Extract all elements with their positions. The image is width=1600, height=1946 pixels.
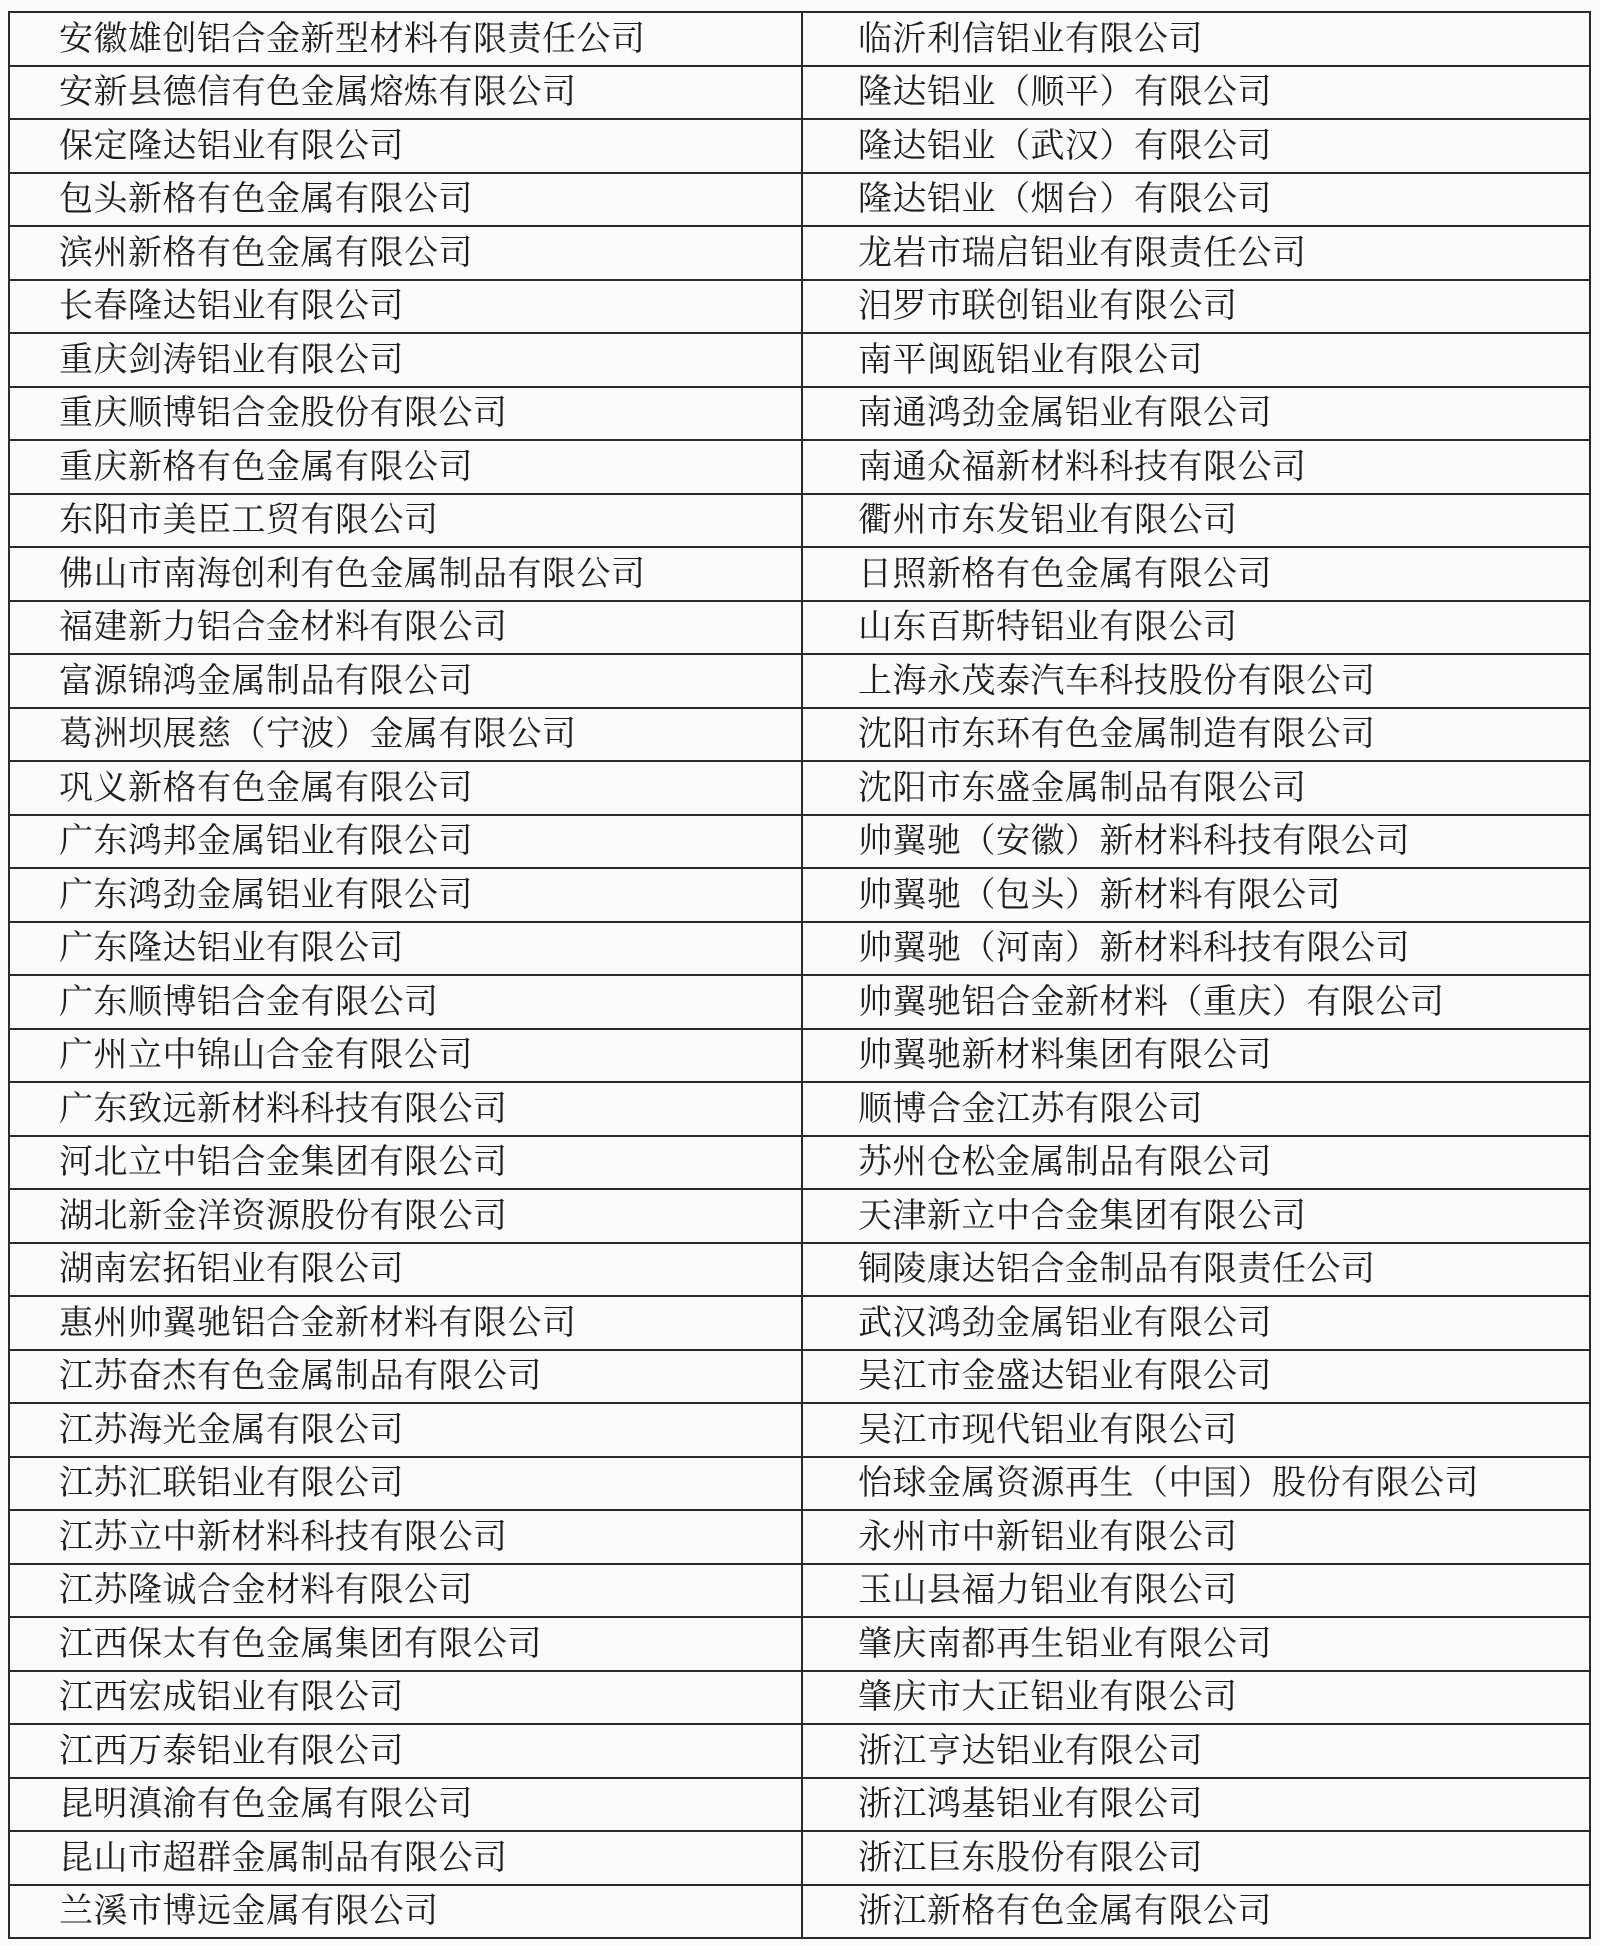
table-row bbox=[9, 1564, 1590, 1618]
company-name-right: 永州市中新铝业有限公司 bbox=[802, 1510, 1590, 1564]
table-body bbox=[9, 12, 1590, 1938]
table-row bbox=[9, 1189, 1590, 1243]
table-row bbox=[9, 922, 1590, 976]
table-row bbox=[9, 1029, 1590, 1083]
company-name-right: 南通众福新材料科技有限公司 bbox=[802, 440, 1590, 494]
company-name-left: 江西保太有色金属集团有限公司 bbox=[9, 1617, 802, 1671]
company-name-right: 帅翼驰（包头）新材料有限公司 bbox=[802, 868, 1590, 922]
company-name-left: 重庆新格有色金属有限公司 bbox=[9, 440, 802, 494]
table-row bbox=[9, 708, 1590, 762]
company-name-left: 广东致远新材料科技有限公司 bbox=[9, 1082, 802, 1136]
company-name-left: 重庆剑涛铝业有限公司 bbox=[9, 333, 802, 387]
table-row bbox=[9, 173, 1590, 227]
company-name-right: 临沂利信铝业有限公司 bbox=[802, 12, 1590, 66]
company-name-left: 兰溪市博远金属有限公司 bbox=[9, 1885, 802, 1939]
table-row bbox=[9, 280, 1590, 334]
company-name-right: 汨罗市联创铝业有限公司 bbox=[802, 280, 1590, 334]
table-row bbox=[9, 1350, 1590, 1404]
table-row bbox=[9, 333, 1590, 387]
table-row bbox=[9, 1296, 1590, 1350]
company-name-right: 浙江鸿基铝业有限公司 bbox=[802, 1778, 1590, 1832]
company-name-right: 帅翼驰（安徽）新材料科技有限公司 bbox=[802, 815, 1590, 869]
company-name-left: 江苏立中新材料科技有限公司 bbox=[9, 1510, 802, 1564]
table-row bbox=[9, 815, 1590, 869]
company-name-left: 惠州帅翼驰铝合金新材料有限公司 bbox=[9, 1296, 802, 1350]
table-row bbox=[9, 547, 1590, 601]
company-name-right: 上海永茂泰汽车科技股份有限公司 bbox=[802, 654, 1590, 708]
company-name-left: 富源锦鸿金属制品有限公司 bbox=[9, 654, 802, 708]
company-name-right: 浙江新格有色金属有限公司 bbox=[802, 1885, 1590, 1939]
company-name-right: 南通鸿劲金属铝业有限公司 bbox=[802, 387, 1590, 441]
company-name-left: 昆明滇渝有色金属有限公司 bbox=[9, 1778, 802, 1832]
company-name-left: 广东顺博铝合金有限公司 bbox=[9, 975, 802, 1029]
company-name-left: 江西万泰铝业有限公司 bbox=[9, 1724, 802, 1778]
company-list-table bbox=[8, 11, 1591, 1939]
company-name-left: 江苏汇联铝业有限公司 bbox=[9, 1457, 802, 1511]
company-name-right: 帅翼驰铝合金新材料（重庆）有限公司 bbox=[802, 975, 1590, 1029]
company-name-left: 安徽雄创铝合金新型材料有限责任公司 bbox=[9, 12, 802, 66]
company-name-right: 沈阳市东盛金属制品有限公司 bbox=[802, 761, 1590, 815]
table-row bbox=[9, 1510, 1590, 1564]
company-name-right: 隆达铝业（武汉）有限公司 bbox=[802, 119, 1590, 173]
company-name-right: 怡球金属资源再生（中国）股份有限公司 bbox=[802, 1457, 1590, 1511]
company-name-left: 福建新力铝合金材料有限公司 bbox=[9, 601, 802, 655]
company-name-left: 江苏奋杰有色金属制品有限公司 bbox=[9, 1350, 802, 1404]
company-name-left: 昆山市超群金属制品有限公司 bbox=[9, 1831, 802, 1885]
company-name-right: 肇庆市大正铝业有限公司 bbox=[802, 1671, 1590, 1725]
company-name-right: 山东百斯特铝业有限公司 bbox=[802, 601, 1590, 655]
company-name-left: 佛山市南海创利有色金属制品有限公司 bbox=[9, 547, 802, 601]
table-row bbox=[9, 1885, 1590, 1939]
company-name-left: 湖北新金洋资源股份有限公司 bbox=[9, 1189, 802, 1243]
company-name-left: 包头新格有色金属有限公司 bbox=[9, 173, 802, 227]
company-name-right: 帅翼驰（河南）新材料科技有限公司 bbox=[802, 922, 1590, 976]
company-name-right: 吴江市金盛达铝业有限公司 bbox=[802, 1350, 1590, 1404]
company-name-right: 浙江亨达铝业有限公司 bbox=[802, 1724, 1590, 1778]
company-name-right: 浙江巨东股份有限公司 bbox=[802, 1831, 1590, 1885]
company-name-left: 保定隆达铝业有限公司 bbox=[9, 119, 802, 173]
table-row bbox=[9, 601, 1590, 655]
company-name-right: 衢州市东发铝业有限公司 bbox=[802, 494, 1590, 548]
company-name-left: 东阳市美臣工贸有限公司 bbox=[9, 494, 802, 548]
company-name-left: 湖南宏拓铝业有限公司 bbox=[9, 1243, 802, 1297]
table-row bbox=[9, 1457, 1590, 1511]
table-row bbox=[9, 226, 1590, 280]
company-name-left: 重庆顺博铝合金股份有限公司 bbox=[9, 387, 802, 441]
company-name-left: 葛洲坝展慈（宁波）金属有限公司 bbox=[9, 708, 802, 762]
table-row bbox=[9, 494, 1590, 548]
company-name-left: 广东鸿劲金属铝业有限公司 bbox=[9, 868, 802, 922]
company-name-right: 南平闽瓯铝业有限公司 bbox=[802, 333, 1590, 387]
company-name-right: 帅翼驰新材料集团有限公司 bbox=[802, 1029, 1590, 1083]
table-row bbox=[9, 1778, 1590, 1832]
table-row bbox=[9, 654, 1590, 708]
company-name-left: 江苏海光金属有限公司 bbox=[9, 1403, 802, 1457]
table-row bbox=[9, 1243, 1590, 1297]
table-row bbox=[9, 1831, 1590, 1885]
company-name-right: 隆达铝业（顺平）有限公司 bbox=[802, 66, 1590, 120]
company-name-right: 玉山县福力铝业有限公司 bbox=[802, 1564, 1590, 1618]
company-name-right: 龙岩市瑞启铝业有限责任公司 bbox=[802, 226, 1590, 280]
company-name-right: 隆达铝业（烟台）有限公司 bbox=[802, 173, 1590, 227]
company-name-right: 天津新立中合金集团有限公司 bbox=[802, 1189, 1590, 1243]
company-name-left: 长春隆达铝业有限公司 bbox=[9, 280, 802, 334]
table-row bbox=[9, 975, 1590, 1029]
company-name-right: 苏州仓松金属制品有限公司 bbox=[802, 1136, 1590, 1190]
company-name-left: 江西宏成铝业有限公司 bbox=[9, 1671, 802, 1725]
company-name-right: 肇庆南都再生铝业有限公司 bbox=[802, 1617, 1590, 1671]
company-name-right: 顺博合金江苏有限公司 bbox=[802, 1082, 1590, 1136]
company-name-right: 铜陵康达铝合金制品有限责任公司 bbox=[802, 1243, 1590, 1297]
table-row bbox=[9, 1136, 1590, 1190]
company-name-left: 河北立中铝合金集团有限公司 bbox=[9, 1136, 802, 1190]
table-row bbox=[9, 1617, 1590, 1671]
company-name-right: 沈阳市东环有色金属制造有限公司 bbox=[802, 708, 1590, 762]
company-name-left: 巩义新格有色金属有限公司 bbox=[9, 761, 802, 815]
table-row bbox=[9, 868, 1590, 922]
table-row bbox=[9, 1403, 1590, 1457]
table-row bbox=[9, 1082, 1590, 1136]
company-name-left: 广东鸿邦金属铝业有限公司 bbox=[9, 815, 802, 869]
company-name-left: 广州立中锦山合金有限公司 bbox=[9, 1029, 802, 1083]
company-name-right: 武汉鸿劲金属铝业有限公司 bbox=[802, 1296, 1590, 1350]
table-row bbox=[9, 440, 1590, 494]
company-name-left: 广东隆达铝业有限公司 bbox=[9, 922, 802, 976]
table-row bbox=[9, 1724, 1590, 1778]
company-name-left: 安新县德信有色金属熔炼有限公司 bbox=[9, 66, 802, 120]
table-row bbox=[9, 119, 1590, 173]
table-row bbox=[9, 761, 1590, 815]
company-name-left: 江苏隆诚合金材料有限公司 bbox=[9, 1564, 802, 1618]
company-name-right: 吴江市现代铝业有限公司 bbox=[802, 1403, 1590, 1457]
table-row bbox=[9, 1671, 1590, 1725]
table-row bbox=[9, 387, 1590, 441]
table-row bbox=[9, 66, 1590, 120]
table-row bbox=[9, 12, 1590, 66]
company-name-right: 日照新格有色金属有限公司 bbox=[802, 547, 1590, 601]
company-name-left: 滨州新格有色金属有限公司 bbox=[9, 226, 802, 280]
